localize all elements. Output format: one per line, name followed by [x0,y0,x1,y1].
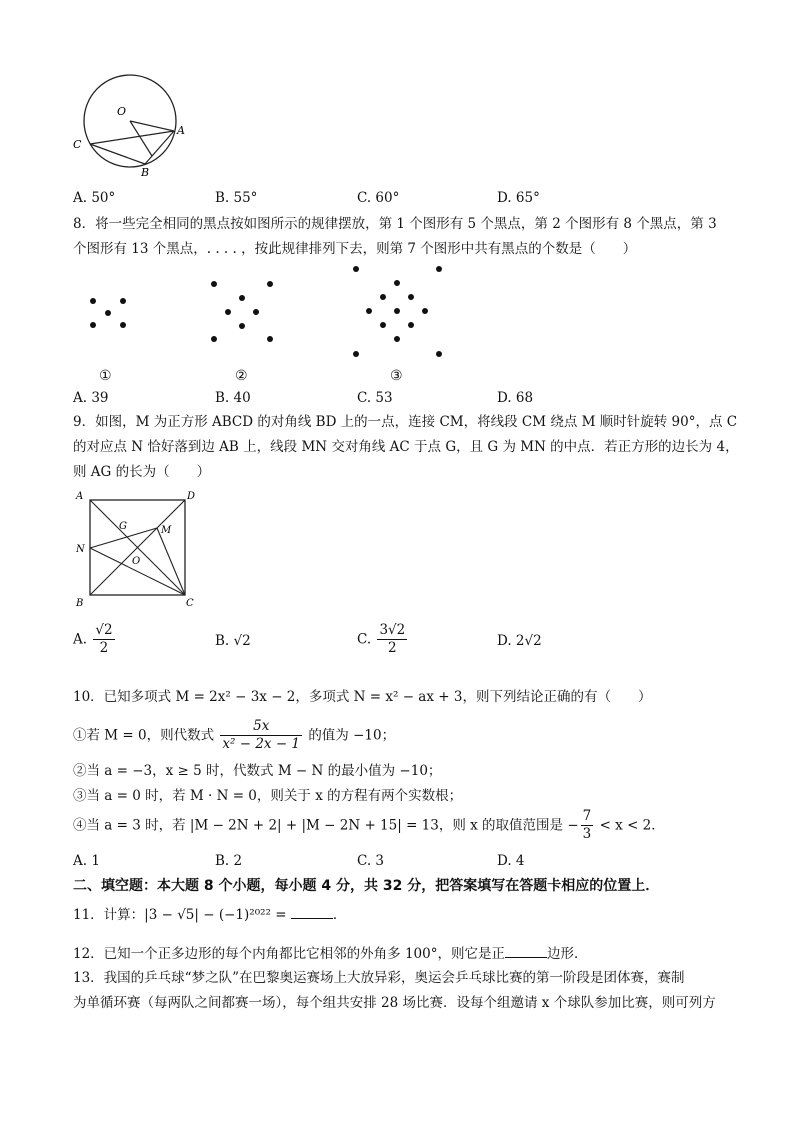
section-2-heading: 二、填空题：本大题 8 个小题，每小题 4 分，共 32 分，把答案填写在答题卡相应的位置上． [73,878,660,894]
dot [366,308,372,314]
label-d: D [187,491,196,502]
q10-statement-1 [73,718,395,753]
fraction [93,622,114,657]
fraction [581,808,594,843]
q8-figure-label-2: ② [235,368,248,384]
q9-option-d[interactable]: D. 2√2 [497,633,542,649]
dot [267,336,273,342]
dot [394,308,400,314]
label-c: C [186,598,194,609]
dot [394,336,400,342]
statement-text: < x < 2． [599,817,665,834]
q11-answer-blank[interactable] [291,905,333,919]
dot [394,280,400,286]
q7-option-a[interactable]: A. 50° [73,190,116,206]
dot [436,266,442,272]
q9-stem-line1: 9．如图，M 为正方形 ABCD 的对角线 BD 上的一点，连接 CM，将线段 CM 绕点 M 顺时针旋转 90°，点 C [73,414,738,430]
option-letter: C. [357,631,372,648]
q7-option-d[interactable]: D. 65° [497,190,540,206]
dot [422,308,428,314]
dot [436,351,442,357]
dot [353,266,359,272]
q7-circle-figure [70,70,200,185]
label-o: O [117,105,127,118]
numerator: 3√2 [379,622,406,638]
dot [253,309,259,315]
q8-option-a[interactable]: A. 39 [73,390,109,406]
q8-figure-label-3: ③ [390,368,403,384]
dot [239,323,245,329]
label-o: O [132,556,141,567]
q11 [73,905,346,924]
option-letter: A. [73,631,88,648]
q10-option-b[interactable]: B. 2 [215,853,243,869]
segment-oa [130,121,174,131]
q13-line1: 13．我国的乒乓球“梦之队”在巴黎奥运赛场上大放异彩，奥运会乒乓球比赛的第一阶段是团体赛，赛制 [73,970,685,986]
dot [380,294,386,300]
q10-statement-3: ③当 a = 0 时，若 M · N = 0，则关于 x 的方程有两个实数根； [73,788,463,804]
dot [90,298,96,304]
dot [353,351,359,357]
q12-text: 12．已知一个正多边形的每个内角都比它相邻的外角多 100°，则它是正 [73,946,505,962]
q9-option-a[interactable] [73,622,117,657]
label-g: G [119,521,127,532]
numerator: 7 [582,808,592,824]
segment-oc [130,121,152,156]
label-b: B [76,598,84,609]
denominator: x² − 2x − 1 [222,736,301,752]
numerator: √2 [95,622,113,638]
q7-option-b[interactable]: B. 55° [215,190,258,206]
label-b: B [141,166,150,179]
dot [120,298,126,304]
fraction [377,622,407,657]
dot [90,322,96,328]
q8-figure-label-1: ① [99,368,112,384]
q10-option-a[interactable]: A. 1 [73,853,100,869]
denominator: 3 [582,826,592,842]
dot [105,310,111,316]
q10-option-d[interactable]: D. 4 [497,853,525,869]
segment-ab [145,131,174,164]
label-a: A [76,491,84,502]
q10-option-c[interactable]: C. 3 [357,853,385,869]
q8-option-b[interactable]: B. 40 [215,390,251,406]
dot [380,322,386,328]
q10-statement-2: ②当 a = −3，x ≥ 5 时，代数式 M − N 的最小值为 −10； [73,763,442,779]
q8-dot-pattern-3 [345,260,450,365]
statement-text: 的值为 −10； [308,727,396,744]
dot [120,322,126,328]
q11-text: 11．计算：|3 − √5| − (−1)²⁰²² = [73,907,287,923]
statement-text: ④当 a = 3 时，若 |M − 2N + 2| + |M − 2N + 15| = 13，则 x 的取值范围是 − [73,817,579,834]
dot [239,295,245,301]
q9-square-figure [70,488,205,610]
q10-stem: 10．已知多项式 M = 2x² − 3x − 2，多项式 N = x² − ax + 3，则下列结论正确的有（ ） [73,689,652,705]
q9-stem-line3: 则 AG 的长为（ ） [73,464,211,480]
segment-ca [90,131,174,144]
numerator: 5x [220,718,302,736]
q7-option-c[interactable]: C. 60° [357,190,400,206]
label-c: C [73,138,82,151]
segment-mc [157,528,185,595]
q8-stem-line1: 8．将一些完全相同的黑点按如图所示的规律摆放，第 1 个图形有 5 个黑点，第 2 个图形有 8 个黑点，第 3 [73,216,717,232]
dot [225,309,231,315]
label-m: M [161,525,172,536]
q8-option-d[interactable]: D. 68 [497,390,534,406]
q8-dot-pattern-2 [205,275,285,350]
dot [211,336,217,342]
q12-answer-blank[interactable] [505,944,547,958]
fraction [220,718,302,753]
dot [408,294,414,300]
q8-stem-line2: 个图形有 13 个黑点，. . . . ，按此规律排列下去，则第 7 个图形中共有黑点的个数是（ ） [73,241,637,257]
label-a: A [177,124,185,137]
q8-dot-pattern-1 [85,290,135,335]
dot [267,281,273,287]
q9-stem-line2: 的对应点 N 恰好落到边 AB 上，线段 MN 交对角线 AC 于点 G，且 G 为 MN 的中点．若正方形的边长为 4， [73,439,739,455]
q10-statement-4 [73,808,665,843]
dot [408,322,414,328]
label-n: N [76,544,85,555]
denominator: 2 [388,640,397,656]
q12-text-end: 边形． [547,946,588,962]
q11-text-end: ． [332,907,347,923]
statement-text: ①若 M = 0，则代数式 [73,727,215,744]
denominator: 2 [99,640,109,656]
q12 [73,944,588,963]
q9-option-c[interactable] [357,622,409,657]
q13-line2: 为单循环赛（每两队之间都赛一场），每个组共安排 28 场比赛．设每个组邀请 x 个球队参加比赛，则可列方 [73,995,716,1011]
q8-option-c[interactable]: C. 53 [357,390,393,406]
dot [211,281,217,287]
q9-option-b[interactable]: B. √2 [215,633,251,649]
